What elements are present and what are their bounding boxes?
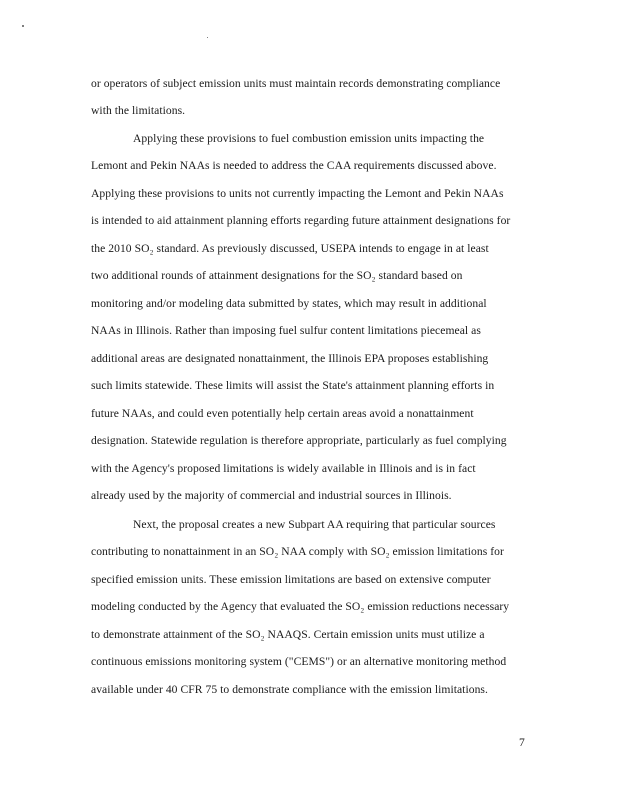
text-line: with the limitations. (91, 104, 186, 117)
text-line: additional areas are designated nonattainment, the Illinois EPA proposes establishing (91, 352, 489, 365)
text-line: two additional rounds of attainment designations for the SO₂ standard based on (91, 269, 463, 282)
text-line: the 2010 SO₂ standard. As previously discussed, USEPA intends to engage in at least (91, 242, 489, 255)
text-line: such limits statewide. These limits will assist the State's attainment planning efforts in (91, 379, 495, 392)
text-line: modeling conducted by the Agency that evaluated the SO₂ emission reductions necessary (91, 600, 510, 613)
text-line: Next, the proposal creates a new Subpart AA requiring that particular sources (133, 518, 496, 531)
text-line: Lemont and Pekin NAAs is needed to address the CAA requirements discussed above. (91, 159, 497, 172)
text-line: Applying these provisions to fuel combustion emission units impacting the (133, 132, 485, 145)
text-line: with the Agency's proposed limitations is widely available in Illinois and is in fact (91, 462, 476, 475)
text-line: available under 40 CFR 75 to demonstrate compliance with the emission limitations. (91, 683, 488, 696)
text-line: or operators of subject emission units must maintain records demonstrating compliance (91, 77, 501, 90)
text-line: already used by the majority of commercial and industrial sources in Illinois. (91, 489, 452, 502)
text-line: contributing to nonattainment in an SO₂ NAA comply with SO₂ emission limitations for (91, 545, 504, 558)
text-line: NAAs in Illinois. Rather than imposing fuel sulfur content limitations piecemeal as (91, 324, 481, 337)
scan-speck (22, 25, 24, 27)
page-number: 7 (519, 736, 525, 749)
text-line: Applying these provisions to units not currently impacting the Lemont and Pekin NAAs (91, 187, 504, 200)
text-line: continuous emissions monitoring system ("CEMS") or an alternative monitoring method (91, 655, 507, 668)
text-line: designation. Statewide regulation is therefore appropriate, particularly as fuel complying (91, 434, 507, 447)
text-line: to demonstrate attainment of the SO₂ NAAQS. Certain emission units must utilize a (91, 628, 485, 641)
text-line: monitoring and/or modeling data submitted by states, which may result in additional (91, 297, 487, 310)
text-line: specified emission units. These emission limitations are based on extensive computer (91, 573, 491, 586)
text-line: is intended to aid attainment planning efforts regarding future attainment designations for (91, 214, 511, 227)
scan-speck (207, 37, 208, 38)
text-line: future NAAs, and could even potentially help certain areas avoid a nonattainment (91, 407, 474, 420)
